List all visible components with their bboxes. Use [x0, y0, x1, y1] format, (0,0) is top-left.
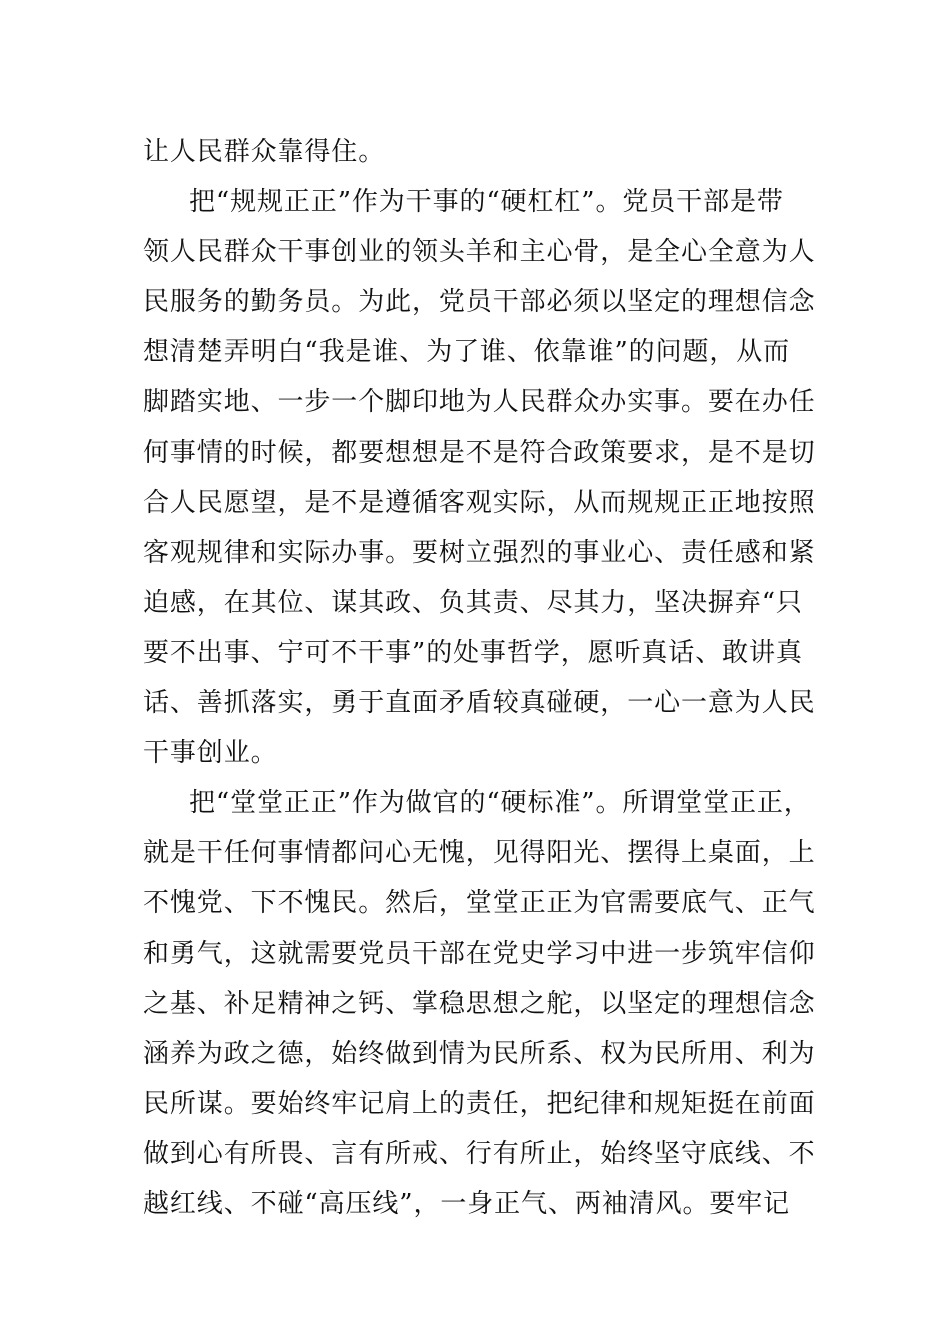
text-line: 合人民愿望，是不是遵循客观实际，从而规规正正地按照	[143, 487, 816, 518]
paragraph-first-line: 把“堂堂正正”作为做官的“硬标准”。所谓堂堂正正，	[189, 788, 811, 819]
text-line: 何事情的时候，都要想想是不是符合政策要求，是不是切	[143, 437, 816, 468]
text-line: 领人民群众干事创业的领头羊和主心骨，是全心全意为人	[143, 237, 816, 268]
text-line: 迫感，在其位、谋其政、负其责、尽其力，坚决摒弃“只	[143, 587, 803, 618]
document-body	[143, 127, 816, 1229]
text-line: 想清楚弄明白“我是谁、为了谁、依靠谁”的问题，从而	[143, 337, 791, 368]
text-line: 不愧党、下不愧民。然后，堂堂正正为官需要底气、正气	[143, 888, 816, 919]
text-line: 要不出事、宁可不干事”的处事哲学，愿听真话、敢讲真	[143, 637, 803, 668]
text-line: 涵养为政之德，始终做到情为民所系、权为民所用、利为	[143, 1038, 816, 1069]
text-line: 让人民群众靠得住。	[143, 137, 386, 167]
text-line: 干事创业。	[143, 738, 278, 769]
text-line: 客观规律和实际办事。要树立强烈的事业心、责任感和紧	[143, 537, 816, 568]
text-line: 做到心有所畏、言有所戒、行有所止，始终坚守底线、不	[143, 1138, 816, 1169]
text-line: 话、善抓落实，勇于直面矛盾较真碰硬，一心一意为人民	[143, 688, 816, 719]
text-line: 脚踏实地、一步一个脚印地为人民群众办实事。要在办任	[143, 387, 816, 418]
text-line: 民服务的勤务员。为此，党员干部必须以坚定的理想信念	[143, 287, 816, 318]
text-line: 之基、补足精神之钙、掌稳思想之舵，以坚定的理想信念	[143, 988, 816, 1019]
text-line: 和勇气，这就需要党员干部在党史学习中进一步筑牢信仰	[143, 938, 816, 969]
text-line: 就是干任何事情都问心无愧，见得阳光、摆得上桌面，上	[143, 838, 816, 869]
text-line: 越红线、不碰“高压线”，一身正气、两袖清风。要牢记	[143, 1188, 791, 1219]
text-line: 民所谋。要始终牢记肩上的责任，把纪律和规矩挺在前面	[143, 1088, 816, 1119]
paragraph-first-line: 把“规规正正”作为干事的“硬杠杠”。党员干部是带	[189, 187, 784, 218]
